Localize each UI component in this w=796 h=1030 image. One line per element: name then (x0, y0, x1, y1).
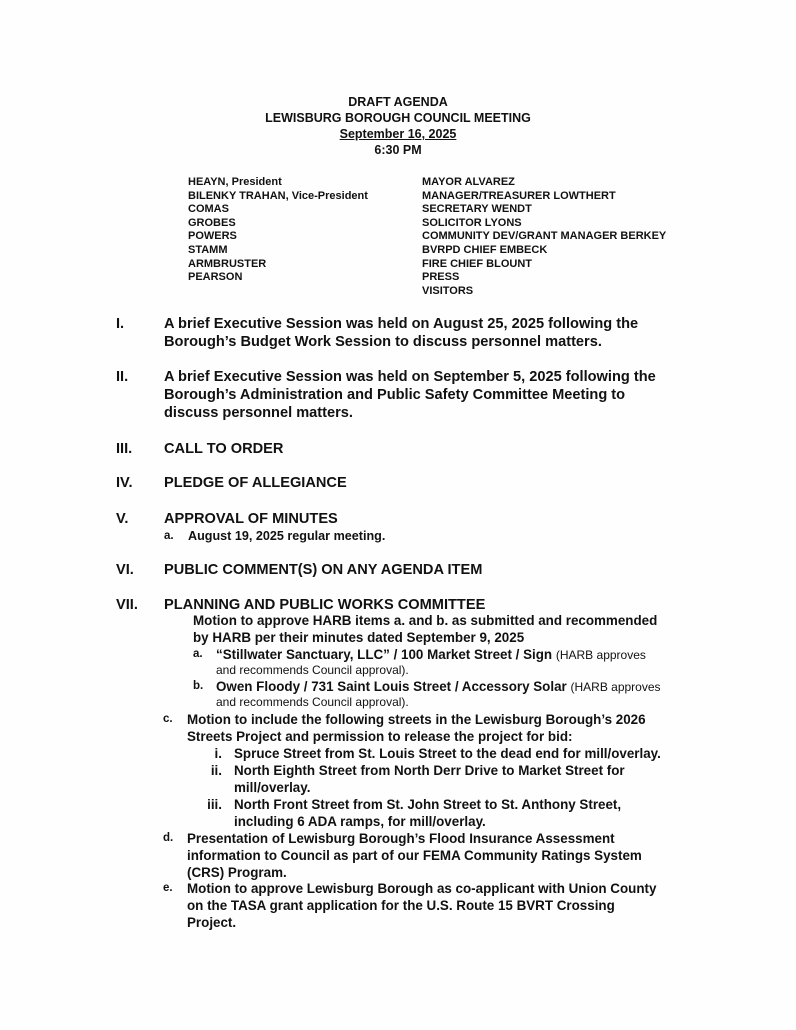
harb-item-title: “Stillwater Sanctuary, LLC” / 100 Market Street / Sign (216, 647, 553, 662)
harb-item-note: and recommends Council approval). (216, 695, 409, 709)
harb-item-title: Owen Floody / 731 Saint Louis Street / Accessory Solar (216, 679, 567, 694)
item-label: a. (193, 648, 203, 660)
item-label: c. (163, 713, 173, 725)
street-text: Spruce Street from St. Louis Street to the dead end for mill/overlay. (234, 746, 661, 761)
item-text: Motion to approve Lewisburg Borough as co-applicant with Union County (187, 881, 657, 896)
section-title: PUBLIC COMMENT(S) ON ANY AGENDA ITEM (164, 562, 483, 578)
staff-member: COMMUNITY DEV/GRANT MANAGER BERKEY (422, 230, 667, 243)
staff-member: VISITORS (422, 284, 474, 297)
staff-member: MANAGER/TREASURER LOWTHERT (422, 189, 616, 202)
item-label: d. (163, 832, 174, 844)
council-member: BILENKY TRAHAN, Vice-President (188, 189, 368, 202)
doc-subtitle: LEWISBURG BOROUGH COUNCIL MEETING (265, 111, 531, 125)
staff-member: SOLICITOR LYONS (422, 216, 522, 229)
staff-member: FIRE CHIEF BLOUNT (422, 257, 532, 270)
council-member: HEAYN, President (188, 176, 282, 188)
item-label: a. (164, 530, 174, 542)
section-number: VI. (116, 562, 134, 578)
harb-item (216, 678, 661, 696)
staff-member: BVRPD CHIEF EMBECK (422, 244, 548, 256)
meeting-date (0, 127, 796, 142)
section-number: VII. (116, 597, 138, 613)
item-text: Project. (187, 915, 237, 930)
street-label: i. (214, 746, 222, 761)
staff-member: PRESS (422, 271, 460, 284)
section-text: Borough’s Administration and Public Safety Committee Meeting to (164, 387, 626, 403)
meeting-time: 6:30 PM (374, 143, 422, 157)
item-text: Presentation of Lewisburg Borough’s Flood Insurance Assessment (187, 831, 615, 846)
item-text: Motion to include the following streets in the Lewisburg Borough’s 2026 (187, 712, 646, 727)
street-text: North Eighth Street from North Derr Drive to Market Street for (234, 763, 625, 778)
section-title: PLEDGE OF ALLEGIANCE (164, 475, 347, 491)
street-text: mill/overlay. (234, 780, 311, 795)
harb-item-note: (HARB approves (555, 648, 646, 662)
harb-item-note: and recommends Council approval). (216, 663, 409, 677)
meeting-date-text: September 16, 2025 (339, 127, 457, 141)
section-title: PLANNING AND PUBLIC WORKS COMMITTEE (164, 597, 486, 613)
section-title: CALL TO ORDER (164, 441, 284, 457)
section-number: IV. (116, 475, 133, 491)
section-number: III. (116, 441, 133, 457)
street-label: iii. (207, 797, 222, 812)
item-text: August 19, 2025 regular meeting. (188, 529, 386, 543)
item-label: b. (193, 680, 204, 692)
street-text: North Front Street from St. John Street to St. Anthony Street, (234, 797, 622, 812)
section-title: APPROVAL OF MINUTES (164, 511, 338, 527)
harb-item-note: (HARB approves (570, 680, 661, 694)
harb-motion-text: by HARB per their minutes dated September 9, 2025 (193, 630, 525, 645)
council-member: POWERS (188, 230, 237, 243)
section-number: I. (116, 316, 125, 332)
item-text: information to Council as part of our FEMA Community Ratings System (187, 848, 642, 863)
section-number: II. (116, 369, 129, 385)
section-text: A brief Executive Session was held on August 25, 2025 following the (164, 316, 639, 332)
section-number: V. (116, 511, 129, 527)
harb-motion-text: Motion to approve HARB items a. and b. as submitted and recommended (193, 613, 658, 628)
doc-title: DRAFT AGENDA (348, 95, 448, 109)
council-member: PEARSON (188, 271, 243, 284)
council-member: STAMM (188, 244, 228, 256)
street-label: ii. (210, 763, 222, 778)
item-label: e. (163, 882, 173, 894)
council-member: COMAS (188, 203, 229, 216)
item-text: (CRS) Program. (187, 865, 287, 880)
harb-item (216, 646, 646, 664)
section-text: Borough’s Budget Work Session to discuss personnel matters. (164, 334, 602, 350)
section-text: A brief Executive Session was held on September 5, 2025 following the (164, 369, 656, 385)
council-member: ARMBRUSTER (188, 257, 267, 270)
section-text: discuss personnel matters. (164, 405, 353, 421)
council-member: GROBES (188, 216, 236, 229)
item-text: Streets Project and permission to release the project for bid: (187, 729, 573, 744)
staff-member: MAYOR ALVAREZ (422, 176, 515, 188)
staff-member: SECRETARY WENDT (422, 203, 532, 216)
street-text: including 6 ADA ramps, for mill/overlay. (234, 814, 486, 829)
item-text: on the TASA grant application for the U.S. Route 15 BVRT Crossing (187, 898, 615, 913)
